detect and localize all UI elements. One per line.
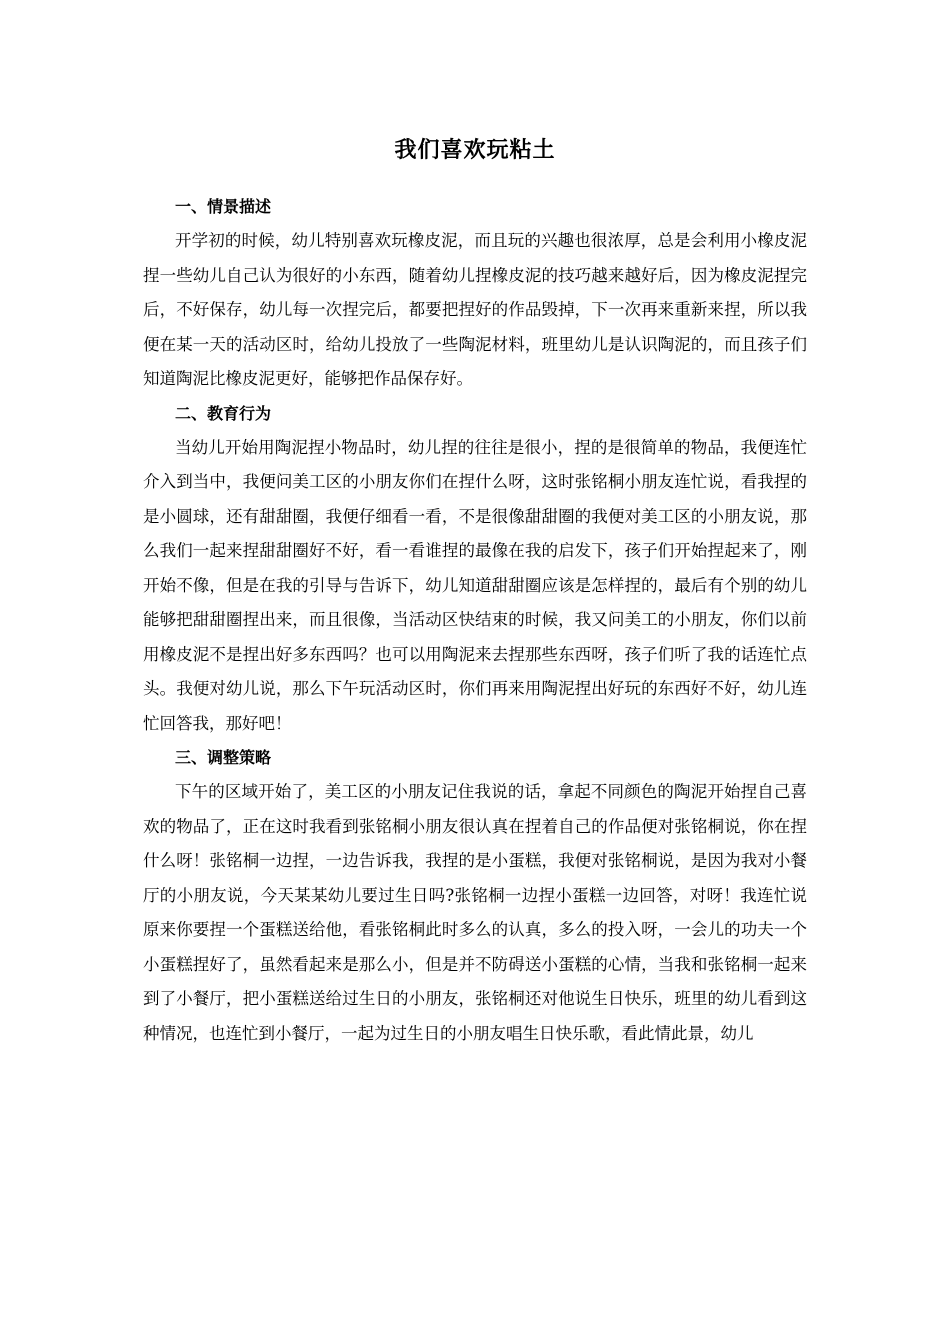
section-situation xyxy=(143,194,807,397)
section-paragraph: 当幼儿开始用陶泥捏小物品时，幼儿捏的往往是很小，捏的是很简单的物品，我便连忙介入到当中，我便问美工区的小朋友你们在捏什么呀，这时张铭桐小朋友连忙说，看我捏的是小圆球，还有甜甜圈，我便仔细看一看，不是很像甜甜圈的我便对美工区的小朋友说，那么我们一起来捏甜甜圈好不好，看一看谁捏的最像在我的启发下，孩子们开始捏起来了，刚开始不像，但是在我的引导与告诉下，幼儿知道甜甜圈应该是怎样捏的，最后有个别的幼儿能够把甜甜圈捏出来，而且很像，当活动区快结束的时候，我又问美工的小朋友，你们以前用橡皮泥不是捏出好多东西吗？也可以用陶泥来去捏那些东西呀，孩子们听了我的话连忙点头。我便对幼儿说，那么下午玩活动区时，你们再来用陶泥捏出好玩的东西好不好，幼儿连忙回答我，那好吧！ xyxy=(143,437,807,733)
section-heading: 一、情景描述 xyxy=(175,197,272,216)
section-heading: 三、调整策略 xyxy=(175,748,272,767)
section-education-behavior xyxy=(143,401,807,742)
section-paragraph: 开学初的时候，幼儿特别喜欢玩橡皮泥，而且玩的兴趣也很浓厚，总是会利用小橡皮泥捏一些幼儿自己认为很好的小东西，随着幼儿捏橡皮泥的技巧越来越好后，因为橡皮泥捏完后，不好保存，幼儿每一次捏完后，都要把捏好的作品毁掉，下一次再来重新来捏，所以我便在某一天的活动区时，给幼儿投放了一些陶泥材料，班里幼儿是认识陶泥的，而且孩子们知道陶泥比橡皮泥更好，能够把作品保存好。 xyxy=(143,231,807,388)
section-paragraph: 下午的区域开始了，美工区的小朋友记住我说的话，拿起不同颜色的陶泥开始捏自己喜欢的物品了，正在这时我看到张铭桐小朋友很认真在捏着自己的作品便对张铭桐说，你在捏什么呀！张铭桐一边捏，一边告诉我，我捏的是小蛋糕，我便对张铭桐说，是因为我对小餐厅的小朋友说，今天某某幼儿要过生日吗?张铭桐一边捏小蛋糕一边回答，对呀！我连忙说原来你要捏一个蛋糕送给他，看张铭桐此时多么的认真，多么的投入呀，一会儿的功夫一个小蛋糕捏好了，虽然看起来是那么小，但是并不防碍送小蛋糕的心情，当我和张铭桐一起来到了小餐厅，把小蛋糕送给过生日的小朋友，张铭桐还对他说生日快乐，班里的幼儿看到这种情况，也连忙到小餐厅，一起为过生日的小朋友唱生日快乐歌，看此情此景，幼儿 xyxy=(143,782,807,1043)
document-page xyxy=(143,128,807,1055)
section-heading: 二、教育行为 xyxy=(175,403,272,423)
document-title: 我们喜欢玩粘土 xyxy=(394,137,556,163)
section-adjustment-strategy xyxy=(143,745,807,1051)
